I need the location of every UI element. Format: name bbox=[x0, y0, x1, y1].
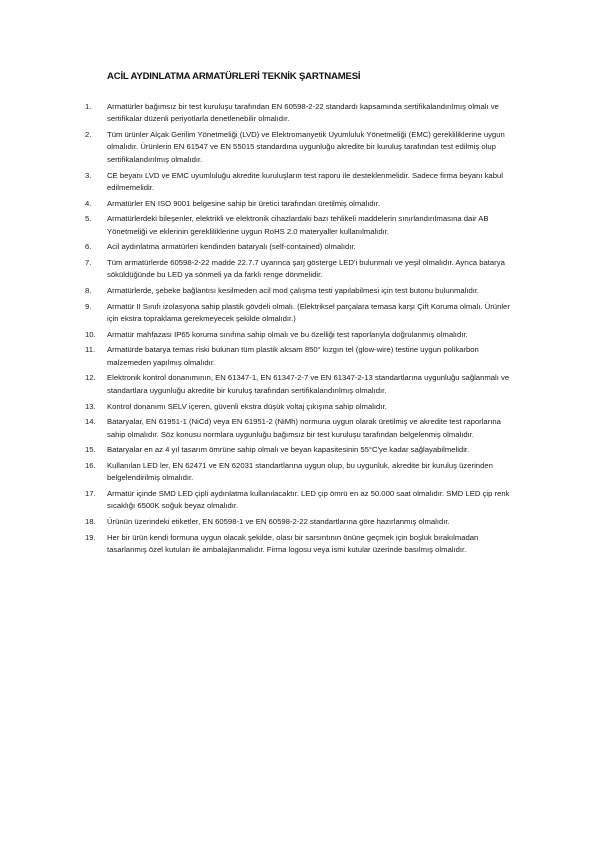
list-item bbox=[85, 488, 513, 513]
list-item bbox=[85, 372, 513, 397]
list-item bbox=[85, 101, 513, 126]
list-item-text: CE beyanı LVD ve EMC uyumluluğu akredite kuruluşların test raporu ile desteklenmelidir. Sadece firma beyanı kabul edilmemelidir. bbox=[107, 170, 503, 192]
list-item-number: 15. bbox=[85, 445, 96, 455]
list-item-text: Armatürlerde, şebeke bağlantısı kesilmeden acil mod çalışma testi yapılabilmesi için test butonu bulunmalıdır. bbox=[107, 286, 480, 296]
list-item bbox=[85, 401, 513, 413]
list-item bbox=[85, 170, 513, 195]
list-item-number: 7. bbox=[85, 257, 92, 267]
list-item-number: 13. bbox=[85, 401, 96, 411]
list-item-text: Armatürler bağımsız bir test kuruluşu tarafından EN 60598-2-22 standardı kapsamında sertifikalandırılmış olmalı ve sertifikalar düzenli periyotlarla denetlenebilir olmalıdır. bbox=[107, 102, 499, 124]
list-item-text: Kontrol donanımı SELV içeren, güvenli ekstra düşük voltaj çıkışına sahip olmalıdır. bbox=[107, 401, 387, 411]
list-item-number: 2. bbox=[85, 130, 92, 140]
specification-list bbox=[85, 101, 513, 560]
list-item-number: 9. bbox=[85, 301, 92, 311]
list-item-number: 8. bbox=[85, 286, 92, 296]
list-item-number: 12. bbox=[85, 373, 96, 383]
list-item bbox=[85, 241, 513, 253]
list-item-text: Armatürler EN ISO 9001 belgesine sahip bir üretici tarafından üretilmiş olmalıdır. bbox=[107, 198, 381, 208]
list-item bbox=[85, 444, 513, 456]
list-item-text: Armatürde batarya temas riski bulunan tüm plastik aksam 850° kızgın tel (glow-wire) testine uygun polikarbon malzemeden yapılmış olmalıdır. bbox=[107, 345, 479, 367]
list-item-number: 5. bbox=[85, 214, 92, 224]
list-item-number: 18. bbox=[85, 517, 96, 527]
list-item-number: 16. bbox=[85, 460, 96, 470]
list-item-text: Tüm armatürlerde 60598-2-22 madde 22.7.7 uyarınca şarj gösterge LED'i bulunmalı ve yeşil olmalıdır. Ayrıca batarya söküldüğünde bu LED ya sönmeli ya da farklı renge dönmelidir. bbox=[107, 257, 505, 280]
list-item-number: 3. bbox=[85, 170, 92, 180]
list-item-number: 14. bbox=[85, 417, 96, 427]
list-item-number: 10. bbox=[85, 329, 96, 339]
list-item-number: 19. bbox=[85, 532, 96, 542]
list-item bbox=[85, 416, 513, 441]
list-item-text: Her bir ürün kendi formuna uygun olacak şekilde, olası bir sarsıntının önüne geçmek için boşluk bırakılmadan tasarlanmış özel kutuları ile ambalajlanmalıdır. Firma logosu veya ismi kutular üzerinde basılmış olmalıdır. bbox=[107, 532, 479, 555]
list-item-number: 4. bbox=[85, 198, 92, 208]
list-item bbox=[85, 213, 513, 238]
list-item-text: Armatür mahfazası IP65 koruma sınıfına sahip olmalı ve bu özelliği test raporlarıyla doğrulanmış olmalıdır. bbox=[107, 329, 468, 339]
list-item-number: 11. bbox=[85, 345, 96, 355]
list-item bbox=[85, 285, 513, 297]
list-item bbox=[85, 532, 513, 557]
list-item bbox=[85, 460, 513, 485]
list-item bbox=[85, 257, 513, 282]
list-item bbox=[85, 198, 513, 210]
list-item-text: Armatür içinde SMD LED çipli aydınlatma kullanılacaktır. LED çip ömrü en az 50.000 saat olmalıdır. SMD LED çip renk sıcaklığı 6500K soğuk beyaz olmalıdır. bbox=[107, 488, 510, 511]
list-item-text: Armatürlerdeki bileşenler, elektrikli ve elektronik cihazlardaki bazı tehlikeli maddelerin sınırlandırılmasına dair AB Yönetmeliği ve eklerinin gerekliliklerine uygun RoHS 2.0 materyaller kullanılmalıdır. bbox=[107, 214, 489, 236]
list-item bbox=[85, 344, 513, 369]
list-item-text: Ürünün üzerindeki etiketler, EN 60598-1 ve EN 60598-2-22 standartlarına göre hazırlanmış olmalıdır. bbox=[107, 517, 450, 527]
list-item-number: 17. bbox=[85, 488, 96, 498]
list-item-text: Acil aydınlatma armatürleri kendinden bataryalı (self-contained) olmalıdır. bbox=[107, 242, 356, 252]
list-item-text: Tüm ürünler Alçak Gerilim Yönetmeliği (LVD) ve Elektromanyetik Uyumluluk Yönetmeliği (EMC) gerekliliklerine uygun olmalıdır. Ürünlerin EN 61547 ve EN 55015 standardına uygunluğu akredite bir kuruluş tarafından test edilmiş olup sertifikalandırılmış olmalıdır. bbox=[107, 130, 505, 164]
list-item bbox=[85, 129, 513, 166]
list-item bbox=[85, 301, 513, 326]
list-item-number: 1. bbox=[85, 102, 92, 111]
document-title: ACİL AYDINLATMA ARMATÜRLERİ TEKNİK ŞARTNAMESİ bbox=[107, 71, 361, 82]
list-item-number: 6. bbox=[85, 242, 92, 252]
list-item-text: Armatür II Sınıfı izolasyona sahip plastik gövdeli olmalı. (Elektriksel parçalara temasa karşı Çift Koruma olmalı. Ürünler için ekstra topraklama gerekmeyecek şekilde olmalıdır.) bbox=[107, 301, 510, 324]
list-item-text: Elektronik kontrol donanımının, EN 61347-1, EN 61347-2-7 ve EN 61347-2-13 standartlarına uygunluğu sağlanmalı ve standartlara uygunluğu akredite bir kuruluş tarafından sertifikalandırılmış olmalıdır. bbox=[107, 373, 510, 395]
list-item bbox=[85, 329, 513, 341]
list-item-text: Bataryalar en az 4 yıl tasarım ömrüne sahip olmalı ve beyan kapasitesinin 55°C'ye kadar sağlayabilmelidir. bbox=[107, 445, 470, 455]
list-item-text: Kullanılan LED ler, EN 62471 ve EN 62031 standartlarına uygun olup, bu uygunluk, akredite bir kuruluş üzerinden belgelendirilmiş olmalıdır. bbox=[107, 460, 493, 483]
list-item bbox=[85, 516, 513, 528]
list-item-text: Bataryalar, EN 61951-1 (NiCd) veya EN 61951-2 (NiMh) normuna uygun olarak üretilmiş ve akredite test raporlarına sahip olmalıdır. Söz konusu normlara uygunluğu bağımsız bir test kuruluşu tarafından belgelenmiş olmalıdır. bbox=[107, 417, 501, 439]
